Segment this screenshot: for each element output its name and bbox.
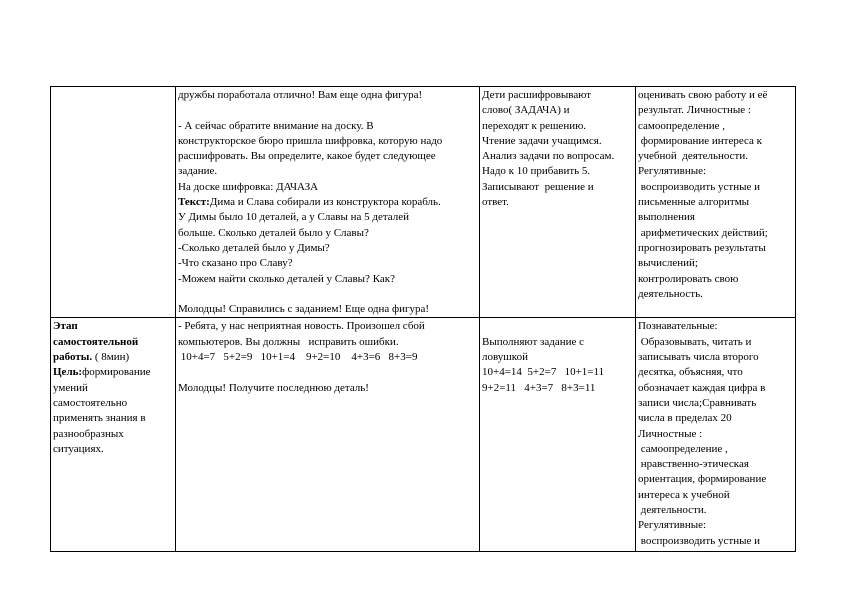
- goal-line: разнообразных: [53, 427, 124, 440]
- text-line: На доске шифровка: ДАЧАЗА: [178, 180, 319, 193]
- text-line: письменные алгоритмы: [638, 196, 750, 209]
- goal-line: ситуациях.: [53, 442, 104, 455]
- text-line: обозначает каждая цифра в: [638, 381, 766, 394]
- stage-time: ( 8мин): [92, 351, 130, 364]
- text-line: компьютеров. Вы должны исправить ошибки.: [178, 335, 399, 348]
- text-line: выполнения: [638, 211, 695, 224]
- text-line: 10+4=14 5+2=7 10+1=11: [482, 366, 605, 379]
- text-line: десятка, объясняя, что: [638, 366, 743, 379]
- text-line: расшифровать. Вы определите, какое будет следующее: [178, 150, 436, 163]
- text-line: контролировать свою: [638, 272, 739, 285]
- text-line: [178, 287, 477, 302]
- student-activity-cell: [480, 318, 636, 552]
- goal-line: умений: [53, 381, 88, 394]
- text-line: 10+4=7 5+2=9 10+1=4 9+2=10 4+3=6 8+3=9: [178, 351, 418, 364]
- text-line: Регулятивные:: [638, 165, 707, 178]
- stage-title-bold: работы.: [53, 351, 93, 364]
- lesson-plan-table: [50, 86, 796, 552]
- text-line: арифметических действий;: [638, 226, 768, 239]
- text-line: задание.: [178, 165, 218, 178]
- task-text-first: Дима и Слава собирали из конструктора корабль.: [209, 196, 441, 209]
- text-line: конструкторское бюро пришла шифровка, которую надо: [178, 134, 443, 147]
- text-line: воспроизводить устные и: [638, 180, 760, 193]
- goal-label: Цель:: [53, 366, 83, 379]
- text-line: записи числа;Сравнивать: [638, 396, 757, 409]
- text-line: формирование интереса к: [638, 134, 763, 147]
- text-line: [482, 319, 633, 334]
- teacher-activity-cell: [176, 318, 480, 552]
- goal-line: самостоятельно: [53, 396, 128, 409]
- text-line: вычислений;: [638, 257, 698, 270]
- text-line: слово( ЗАДАЧА) и: [482, 104, 570, 117]
- text-line: деятельности.: [638, 504, 707, 517]
- text-line: Анализ задачи по вопросам.: [482, 150, 615, 163]
- goal-line: применять знания в: [53, 412, 146, 425]
- text-line: Познавательные:: [638, 320, 718, 333]
- text-line: - А сейчас обратите внимание на доску. В: [178, 119, 374, 132]
- text-line: У Димы было 10 деталей, а у Славы на 5 деталей: [178, 211, 410, 224]
- text-line: -Что сказано про Славу?: [178, 257, 293, 270]
- text-line: [178, 365, 477, 380]
- outcomes-cell: [636, 318, 796, 552]
- student-activity-cell: [480, 87, 636, 318]
- text-line: Молодцы! Получите последнюю деталь!: [178, 381, 369, 394]
- text-line: самоопределение ,: [638, 442, 728, 455]
- text-line: записывать числа второго: [638, 351, 759, 364]
- text-line: [178, 103, 477, 118]
- goal-line: [53, 365, 173, 380]
- text-line: Выполняют задание с: [482, 335, 585, 348]
- text-line: нравственно-этическая: [638, 458, 749, 471]
- task-text-label: Текст:: [178, 196, 210, 209]
- text-line: воспроизводить устные и: [638, 534, 760, 547]
- text-line: учебной деятельности.: [638, 150, 749, 163]
- stage-title-line: [53, 350, 173, 365]
- text-line: Личностные :: [638, 427, 703, 440]
- text-line: ориентация, формирование: [638, 473, 767, 486]
- text-line: деятельность.: [638, 287, 703, 300]
- text-line: ответ.: [482, 196, 509, 209]
- text-line: Чтение задачи учащимся.: [482, 134, 602, 147]
- text-line: Регулятивные:: [638, 519, 707, 532]
- stage-title-line: Этап: [53, 320, 78, 333]
- text-line: - Ребята, у нас неприятная новость. Произошел сбой: [178, 320, 425, 333]
- text-line: самоопределение ,: [638, 119, 725, 132]
- goal-first: формирование: [82, 366, 151, 379]
- text-line: -Можем найти сколько деталей у Славы? Как?: [178, 272, 395, 285]
- text-line: оценивать свою работу и её: [638, 89, 768, 101]
- text-line: 9+2=11 4+3=7 8+3=11: [482, 381, 596, 394]
- text-line: дружбы поработала отлично! Вам еще одна фигура!: [178, 89, 423, 101]
- stage-title-line: самостоятельной: [53, 335, 139, 348]
- teacher-activity-cell: [176, 87, 480, 318]
- task-text-line: [178, 195, 477, 210]
- table-row: [51, 87, 796, 318]
- text-line: больше. Сколько деталей было у Славы?: [178, 226, 369, 239]
- text-line: интереса к учебной: [638, 488, 730, 501]
- text-line: Надо к 10 прибавить 5.: [482, 165, 591, 178]
- text-line: Образовывать, читать и: [638, 335, 752, 348]
- text-line: Молодцы! Справились с заданием! Еще одна фигура!: [178, 303, 430, 316]
- text-line: переходят к решению.: [482, 119, 587, 132]
- text-line: результат. Личностные :: [638, 104, 751, 117]
- text-line: Записывают решение и: [482, 180, 594, 193]
- text-line: ловушкой: [482, 351, 528, 364]
- stage-cell: [51, 318, 176, 552]
- table-row: [51, 318, 796, 552]
- outcomes-cell: [636, 87, 796, 318]
- stage-cell-empty: [51, 87, 176, 318]
- text-line: Дети расшифровывают: [482, 89, 592, 101]
- text-line: прогнозировать результаты: [638, 241, 766, 254]
- text-line: -Сколько деталей было у Димы?: [178, 241, 330, 254]
- text-line: числа в пределах 20: [638, 412, 732, 425]
